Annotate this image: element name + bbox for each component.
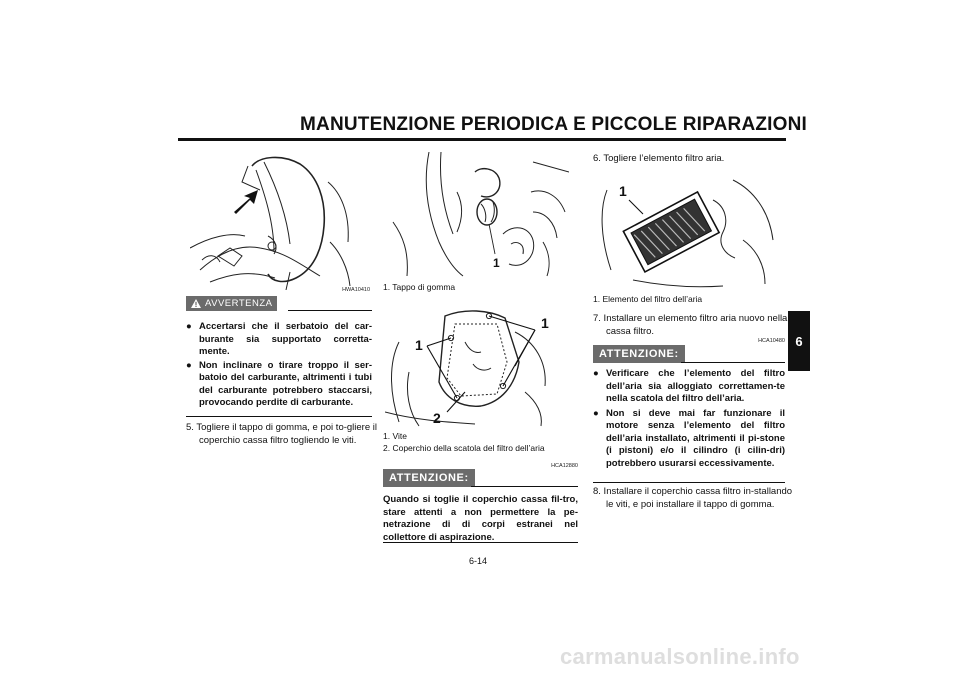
warning-bullet-1: ● Accertarsi che il serbatoio del car-burante sia supportato corretta-mente. <box>186 321 372 357</box>
notice-header <box>593 345 785 365</box>
caption-line: 2. Coperchio della scatola del filtro dell’aria <box>383 443 545 453</box>
notice-bullet-1: ● Verificare che l’elemento del filtro dell’aria sia alloggiato correttamen-te nella scatola del filtro dell’aria. <box>593 368 785 404</box>
watermark: carmanualsonline.info <box>560 644 800 669</box>
notice-header <box>383 469 578 489</box>
notice-bottom-rule <box>593 482 785 483</box>
rubber-cap-illustration <box>383 152 569 277</box>
warning-bullet-text: Accertarsi che il serbatoio del car-burante sia supportato corretta-mente. <box>199 321 372 357</box>
caption-line: 1. Vite <box>383 431 407 441</box>
warning-bullet-text: Non inclinare o tirare troppo il ser-batoio del carburante, altrimenti i tubi del carburante potrebbero staccarsi, provocando perdite di carburante. <box>199 359 372 408</box>
figure-callout: 1 <box>541 315 549 331</box>
warning-triangle-icon <box>191 299 201 308</box>
air-filter-cover-illustration <box>385 302 571 427</box>
figure-callout: 2 <box>433 410 441 426</box>
warning-badge <box>186 296 277 311</box>
notice-body <box>593 368 785 470</box>
warning-header <box>186 296 372 312</box>
warning-bottom-rule <box>186 416 372 417</box>
figure-callout: 1 <box>415 337 423 353</box>
warning-body <box>186 321 372 410</box>
figure-code: HWA10410 <box>342 287 370 293</box>
notice-bottom-rule <box>383 542 578 543</box>
notice-code: HCA10480 <box>758 338 785 344</box>
notice-code: HCA12880 <box>551 463 578 469</box>
fuel-tank-illustration <box>190 152 370 290</box>
notice-bullet-2: ● Non si deve mai far funzionare il motore senza l’elemento del filtro dell’aria installato, altrimenti il pi-stone (i pistoni) e/o il cilindro (i cilin-dri) potrebbero usurarsi eccessivamente. <box>593 407 785 469</box>
warning-label: AVVERTENZA <box>205 298 273 309</box>
step-6: 6. Togliere l’elemento filtro aria. <box>593 153 725 164</box>
notice-rule <box>681 362 785 363</box>
page-number: 6-14 <box>468 556 487 566</box>
figure-caption <box>383 430 578 454</box>
figure-caption: 1. Tappo di gomma <box>383 282 456 292</box>
step-7: 7. Installare un elemento filtro aria nuovo nella cassa filtro. <box>593 313 788 337</box>
page-title: MANUTENZIONE PERIODICA E PICCOLE RIPARAZIONI <box>300 114 808 135</box>
notice-bullet-text: Non si deve mai far funzionare il motore senza l’elemento del filtro dell’aria installato, altrimenti il pi-stone (i pistoni) e/o il cilindro (i cilin-dri) potrebbero usurarsi eccessivamente. <box>606 407 785 469</box>
step-8: 8. Installare il coperchio cassa filtro in-stallando le viti, e poi installare il tappo di gomma. <box>593 486 793 510</box>
notice-rule <box>471 486 578 487</box>
header-rule <box>178 138 786 141</box>
chapter-number: 6 <box>795 333 803 349</box>
figure-callout: 1 <box>493 256 500 270</box>
warning-rule <box>288 310 372 311</box>
notice-bullet-text: Verificare che l’elemento del filtro dell’aria sia alloggiato correttamen-te nella scatola del filtro dell’aria. <box>606 368 785 404</box>
air-filter-element-illustration <box>593 170 785 290</box>
notice-text: Quando si toglie il coperchio cassa fil-tro, stare attenti a non permettere la pe-netrazione di di corpi estranei nel collettore di aspirazione. <box>383 494 578 543</box>
figure-caption: 1. Elemento del filtro dell’aria <box>593 294 703 304</box>
step-5: 5. Togliere il tappo di gomma, e poi to-gliere il coperchio cassa filtro togliendo le viti. <box>186 422 377 446</box>
warning-bullet-2: ● Non inclinare o tirare troppo il ser-batoio del carburante, altrimenti i tubi del carburante potrebbero staccarsi, provocando perdite di carburante. <box>186 359 372 408</box>
notice-badge: ATTENZIONE: <box>383 469 475 487</box>
notice-badge: ATTENZIONE: <box>593 345 685 363</box>
figure-callout: 1 <box>619 183 627 199</box>
